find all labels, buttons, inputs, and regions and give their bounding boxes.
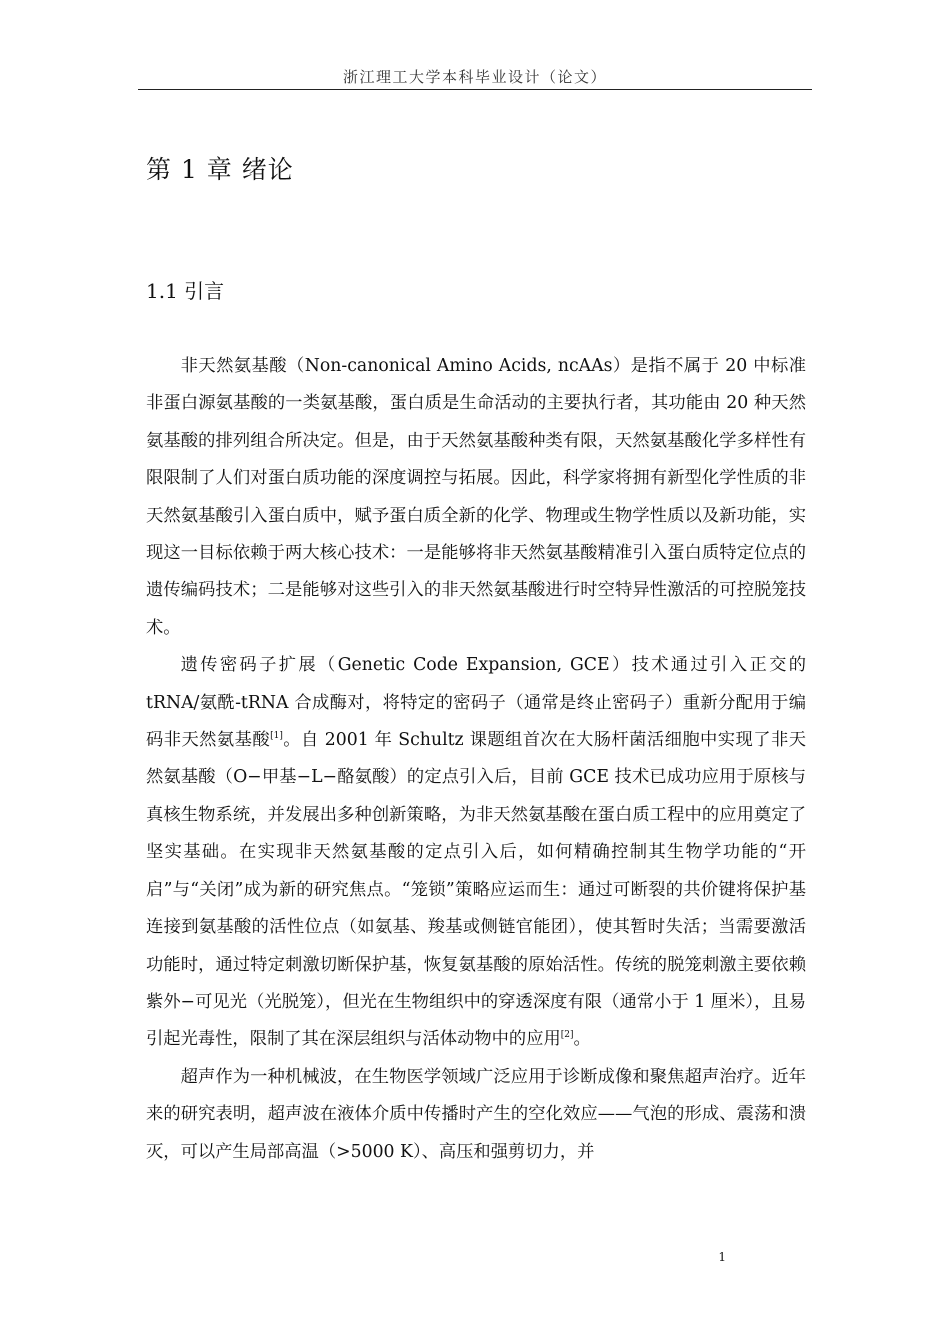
paragraph-gce-part-1: 遗传密码子扩展（Genetic Code Expansion, GCE）技术通过引入正交的 tRNA/氨酰-tRNA 合成酶对，将特定的密码子（通常是终止密码子）重新分配用于编码非天然氨基酸	[146, 655, 806, 751]
chapter-title: 第 1 章 绪论	[146, 155, 294, 184]
paragraph-gce-part-2: 。自 2001 年 Schultz 课题组首次在大肠杆菌活细胞中实现了非天然氨基酸（O−甲基−L−酪氨酸）的定点引入后，目前 GCE 技术已成功应用于原核与真核生物系统，并发展出多种创新策略，为非天然氨基酸在蛋白质工程中的应用奠定了坚实基础。在实现非天然氨基酸的定点引入后，如何精确控制其生物学功能的“开启”与“关闭”成为新的研究焦点。“笼锁”策略应运而生：通过可断裂的共价键将保护基连接到氨基酸的活性位点（如氨基、羧基或侧链官能团），使其暂时失活；当需要激活功能时，通过特定刺激切断保护基，恢复氨基酸的原始活性。传统的脱笼刺激主要依赖紫外−可见光（光脱笼），但光在生物组织中的穿透深度有限（通常小于 1 厘米），且易引起光毒性，限制了其在深层组织与活体动物中的应用	[146, 730, 806, 1050]
paragraph-gce-part-3: 。	[573, 1029, 591, 1050]
section-title: 1.1 引言	[146, 279, 225, 303]
paragraph-ultrasound: 超声作为一种机械波，在生物医学领域广泛应用于诊断成像和聚焦超声治疗。近年来的研究表明，超声波在液体介质中传播时产生的空化效应——气泡的形成、震荡和溃灭，可以产生局部高温（>5000 K）、高压和强剪切力，并	[146, 1066, 806, 1162]
running-header: 浙江理工大学本科毕业设计（论文）	[342, 68, 607, 86]
paragraph-gce	[146, 647, 806, 1058]
header-rule	[138, 89, 812, 90]
citation-1: [1]	[270, 731, 283, 742]
paragraph-ncaa-intro: 非天然氨基酸（Non-canonical Amino Acids, ncAAs）是指不属于 20 中标准非蛋白源氨基酸的一类氨基酸，蛋白质是生命活动的主要执行者，其功能由 20 种天然氨基酸的排列组合所决定。但是，由于天然氨基酸种类有限，天然氨基酸化学多样性有限限制了人们对蛋白质功能的深度调控与拓展。因此，科学家将拥有新型化学性质的非天然氨基酸引入蛋白质中，赋予蛋白质全新的化学、物理或生物学性质以及新功能，实现这一目标依赖于两大核心技术：一是能够将非天然氨基酸精准引入蛋白质特定位点的遗传编码技术；二是能够对这些引入的非天然氨基酸进行时空特异性激活的可控脱笼技术。	[146, 356, 806, 638]
citation-2: [2]	[560, 1030, 574, 1041]
body-text	[146, 348, 806, 1171]
page-number: 1	[718, 1250, 726, 1264]
